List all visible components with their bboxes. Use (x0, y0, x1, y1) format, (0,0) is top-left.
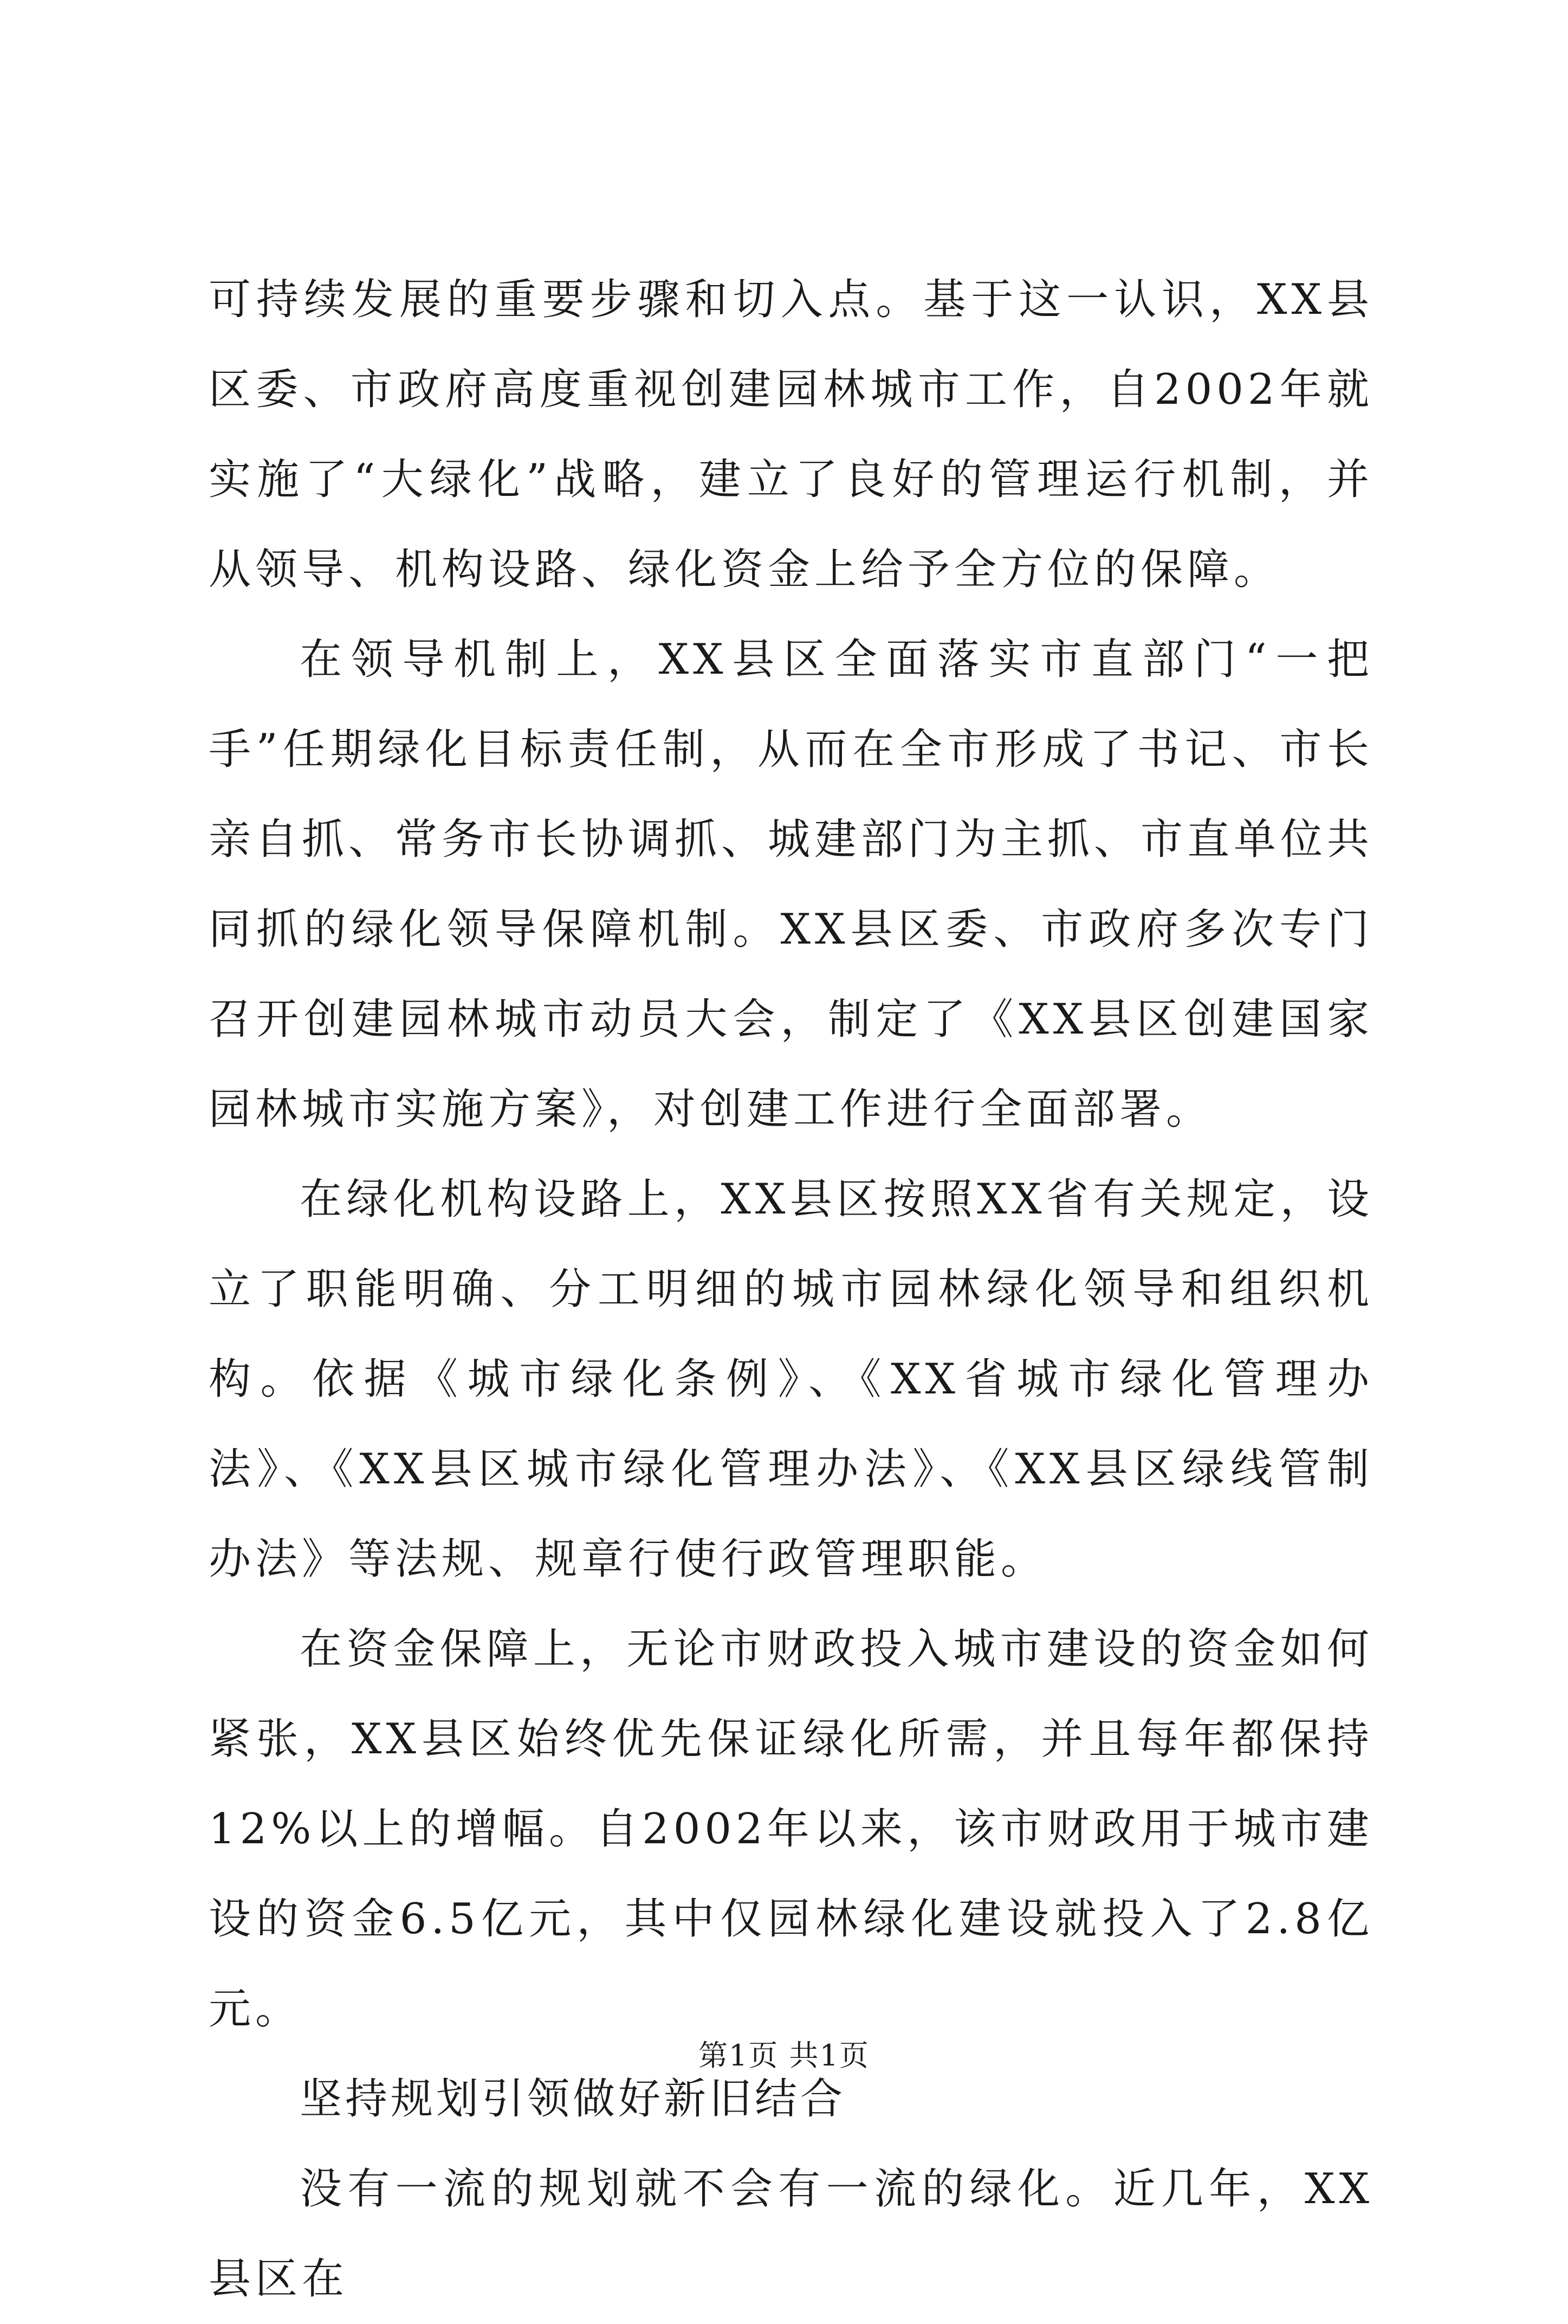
paragraph-intro: 可持续发展的重要步骤和切入点。基于这一认识，XX县区委、市政府高度重视创建园林城市工作，自2002年就实施了“大绿化”战略，建立了良好的管理运行机制，并从领导、机构设路、绿化资金上给予全方位的保障。 (209, 275, 1373, 594)
document-body (209, 255, 1373, 2324)
page-number-footer: 第1页 共1页 (698, 2038, 870, 2073)
paragraph-organization: 在绿化机构设路上，XX县区按照XX省有关规定，设立了职能明确、分工明细的城市园林绿化领导和组织机构。依据《城市绿化条例》、《XX省城市绿化管理办法》、《XX县区城市绿化管理办法》、《XX县区绿线管制办法》等法规、规章行使行政管理职能。 (209, 1175, 1373, 1584)
paragraph-planning: 没有一流的规划就不会有一流的绿化。近几年，XX县区在 (209, 2165, 1373, 2303)
paragraph-funding: 在资金保障上，无论市财政投入城市建设的资金如何紧张，XX县区始终优先保证绿化所需，并且每年都保持12%以上的增幅。自2002年以来，该市财政用于城市建设的资金6.5亿元，其中仅园林绿化建设就投入了2.8亿元。 (209, 1625, 1373, 2033)
section-heading: 坚持规划引领做好新旧结合 (300, 2075, 846, 2123)
paragraph-leadership: 在领导机制上，XX县区全面落实市直部门“一把手”任期绿化目标责任制，从而在全市形成了书记、市长亲自抓、常务市长协调抓、城建部门为主抓、市直单位共同抓的绿化领导保障机制。XX县区委、市政府多次专门召开创建园林城市动员大会，制定了《XX县区创建国家园林城市实施方案》，对创建工作进行全面部署。 (209, 635, 1374, 1134)
